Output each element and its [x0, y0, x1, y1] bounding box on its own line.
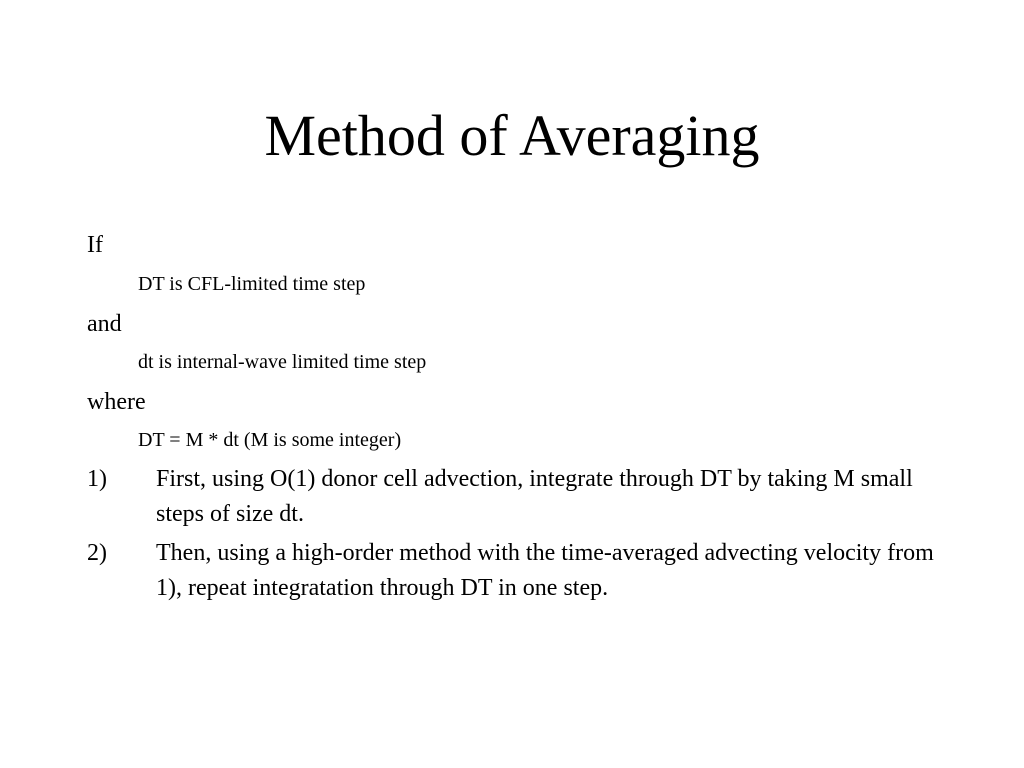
text-and: and: [87, 311, 122, 337]
text-if: If: [87, 232, 103, 258]
step-text: First, using O(1) donor cell advection, integrate through DT by taking M small steps of size dt.: [156, 466, 913, 527]
text-where: where: [87, 389, 146, 415]
step-text: Then, using a high-order method with the time-averaged advecting velocity from 1), repeat integratation through DT in one step.: [156, 540, 934, 601]
slide-title: Method of Averaging: [264, 103, 760, 168]
text-dt-relation: DT = M * dt (M is some integer): [138, 429, 402, 451]
step-number: 1): [87, 466, 107, 492]
step-number: 2): [87, 540, 107, 566]
text-small-dt-definition: dt is internal-wave limited time step: [138, 351, 427, 373]
text-dt-definition: DT is CFL-limited time step: [138, 273, 366, 295]
